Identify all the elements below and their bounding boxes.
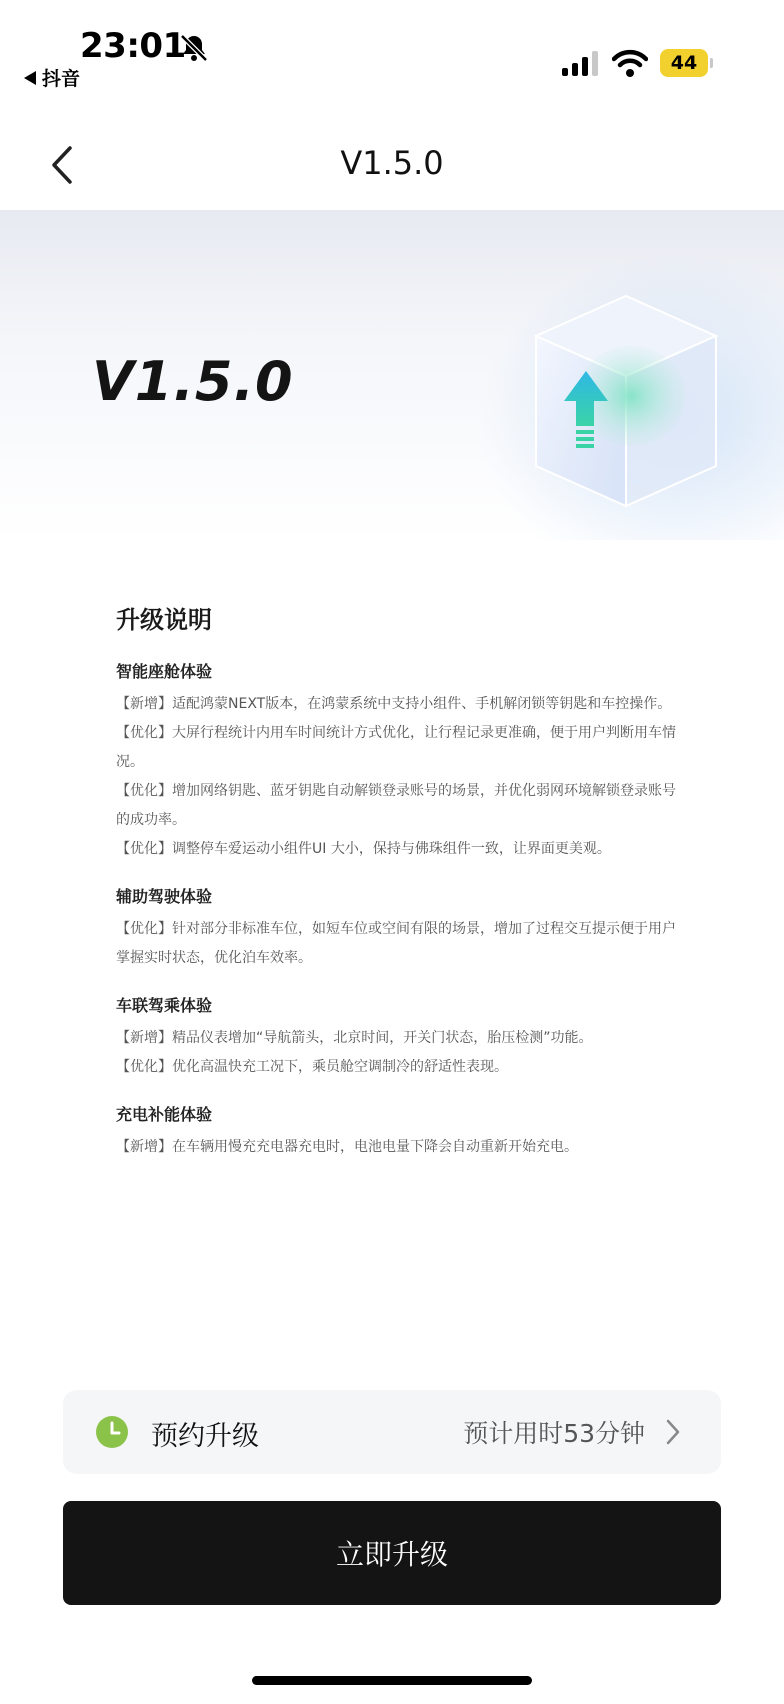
notes-section bbox=[116, 1102, 676, 1162]
note-item: 【优化】增加网络钥匙、蓝牙钥匙自动解锁登录账号的场景，并优化弱网环境解锁登录账号的成功率。 bbox=[116, 783, 676, 828]
release-notes-heading: 升级说明 bbox=[116, 606, 212, 634]
schedule-upgrade-row[interactable] bbox=[63, 1390, 721, 1474]
back-app-label: 抖音 bbox=[42, 68, 81, 90]
note-item: 【优化】优化高温快充工况下，乘员舱空调制冷的舒适性表现。 bbox=[116, 1059, 508, 1075]
note-item: 【优化】针对部分非标准车位，如短车位或空间有限的场景，增加了过程交互提示便于用户掌握实时状态，优化泊车效率。 bbox=[116, 921, 676, 966]
page-title: V1.5.0 bbox=[340, 144, 444, 182]
notes-section bbox=[116, 659, 676, 864]
bell-off-icon bbox=[178, 32, 210, 64]
home-indicator[interactable] bbox=[252, 1676, 532, 1685]
section-title: 智能座舱体验 bbox=[116, 662, 213, 681]
note-item: 【新增】精品仪表增加“导航箭头，北京时间，开关门状态，胎压检测”功能。 bbox=[116, 1030, 593, 1046]
nav-bar bbox=[0, 120, 784, 210]
clock-icon bbox=[95, 1415, 129, 1449]
notes-section bbox=[116, 993, 676, 1082]
hero-banner bbox=[0, 210, 784, 540]
battery-icon bbox=[660, 49, 712, 77]
back-to-app-link[interactable] bbox=[24, 64, 80, 91]
section-title: 充电补能体验 bbox=[116, 1105, 213, 1124]
hero-version: V1.5.0 bbox=[92, 350, 294, 413]
upgrade-cube-icon bbox=[516, 276, 736, 516]
note-item: 【新增】在车辆用慢充充电器充电时，电池电量下降会自动重新开始充电。 bbox=[116, 1139, 578, 1155]
schedule-label: 预约升级 bbox=[151, 1421, 259, 1452]
note-item: 【优化】调整停车爱运动小组件UI 大小，保持与佛珠组件一致，让界面更美观。 bbox=[116, 841, 611, 857]
chevron-right-icon bbox=[665, 1418, 681, 1446]
battery-level: 44 bbox=[670, 52, 698, 74]
wifi-icon bbox=[612, 48, 648, 78]
note-item: 【新增】适配鸿蒙NEXT版本，在鸿蒙系统中支持小组件、手机解闭锁等钥匙和车控操作。 bbox=[116, 696, 672, 712]
notes-section bbox=[116, 884, 676, 973]
signal-icon bbox=[560, 50, 600, 78]
release-notes bbox=[116, 600, 676, 1182]
status-time: 23:01 bbox=[80, 26, 186, 66]
section-title: 车联驾乘体验 bbox=[116, 996, 213, 1015]
status-bar bbox=[0, 0, 784, 100]
note-item: 【优化】大屏行程统计内用车时间统计方式优化，让行程记录更准确，便于用户判断用车情况。 bbox=[116, 725, 676, 770]
upgrade-now-button[interactable]: 立即升级 bbox=[63, 1501, 721, 1605]
section-title: 辅助驾驶体验 bbox=[116, 887, 213, 906]
schedule-estimate: 预计用时53分钟 bbox=[463, 1419, 645, 1448]
back-triangle-icon bbox=[24, 71, 36, 85]
